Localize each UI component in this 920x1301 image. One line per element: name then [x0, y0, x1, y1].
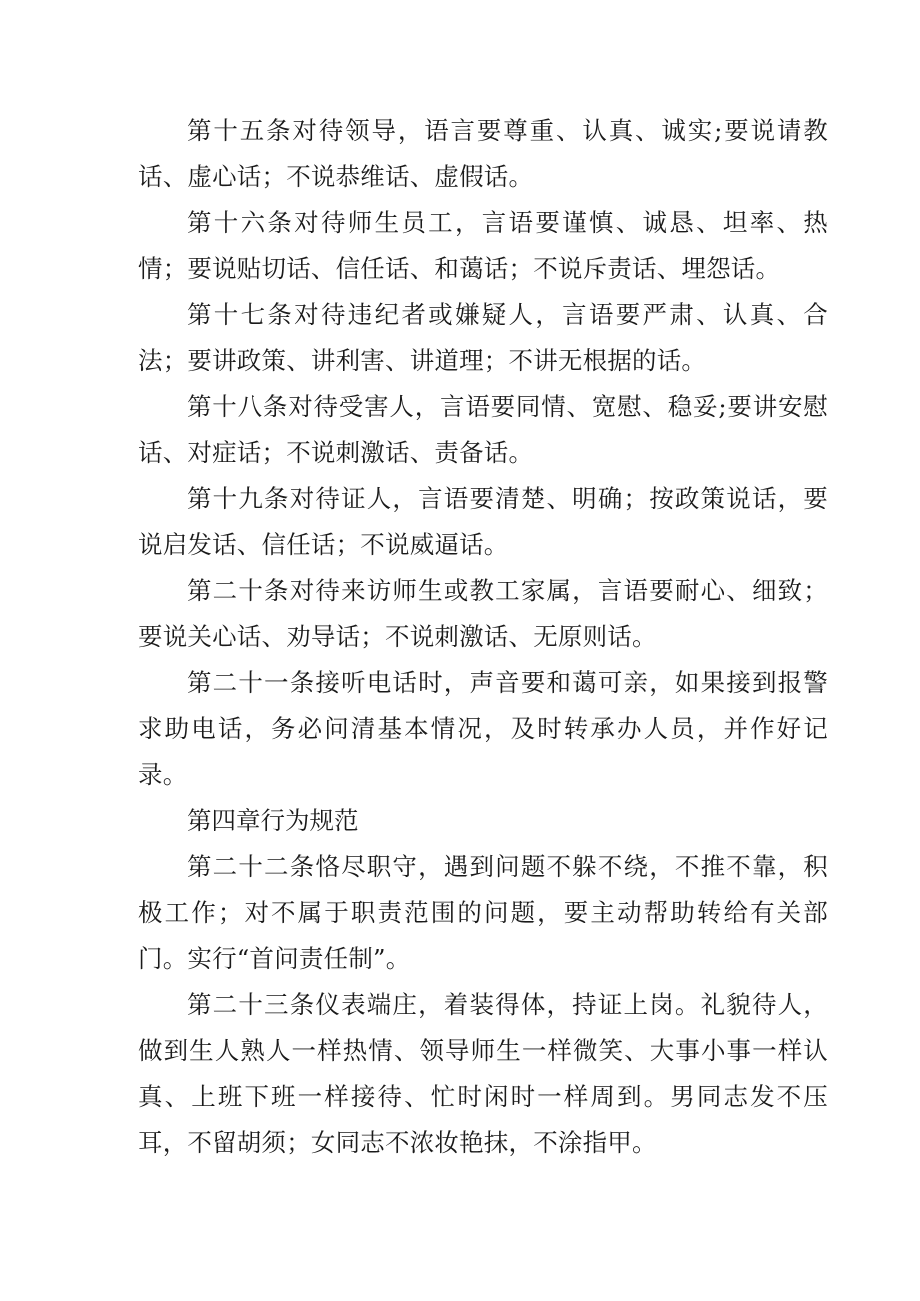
article-22: 第二十二条恪尽职守，遇到问题不躲不绕，不推不靠，积极工作；对不属于职责范围的问题，要主动帮助转给有关部门。实行“首问责任制”。 — [138, 852, 828, 973]
article-17: 第十七条对待违纪者或嫌疑人，言语要严肃、认真、合法；要讲政策、讲利害、讲道理；不讲无根据的话。 — [138, 300, 828, 375]
chapter-heading: 第四章行为规范 — [187, 806, 359, 835]
article-19: 第十九条对待证人，言语要清楚、明确；按政策说话，要说启发话、信任话；不说威逼话。 — [138, 484, 828, 559]
article-21: 第二十一条接听电话时，声音要和蔼可亲，如果接到报警求助电话，务必问清基本情况，及时转承办人员，并作好记录。 — [138, 668, 828, 789]
article-15: 第十五条对待领导，语言要尊重、认真、诚实;要说请教话、虚心话；不说恭维话、虚假话。 — [138, 116, 828, 191]
document-body — [138, 108, 828, 1166]
article-18: 第十八条对待受害人，言语要同情、宽慰、稳妥;要讲安慰话、对症话；不说刺激话、责备话。 — [138, 392, 828, 467]
article-16: 第十六条对待师生员工，言语要谨慎、诚恳、坦率、热情；要说贴切话、信任话、和蔼话；不说斥责话、埋怨话。 — [138, 208, 828, 283]
article-20: 第二十条对待来访师生或教工家属，言语要耐心、细致；要说关心话、劝导话；不说刺激话、无原则话。 — [138, 576, 828, 651]
article-23: 第二十三条仪表端庄，着装得体，持证上岗。礼貌待人，做到生人熟人一样热情、领导师生一样微笑、大事小事一样认真、上班下班一样接待、忙时闲时一样周到。男同志发不压耳，不留胡须；女同志不浓妆艳抹，不涂指甲。 — [138, 990, 828, 1157]
